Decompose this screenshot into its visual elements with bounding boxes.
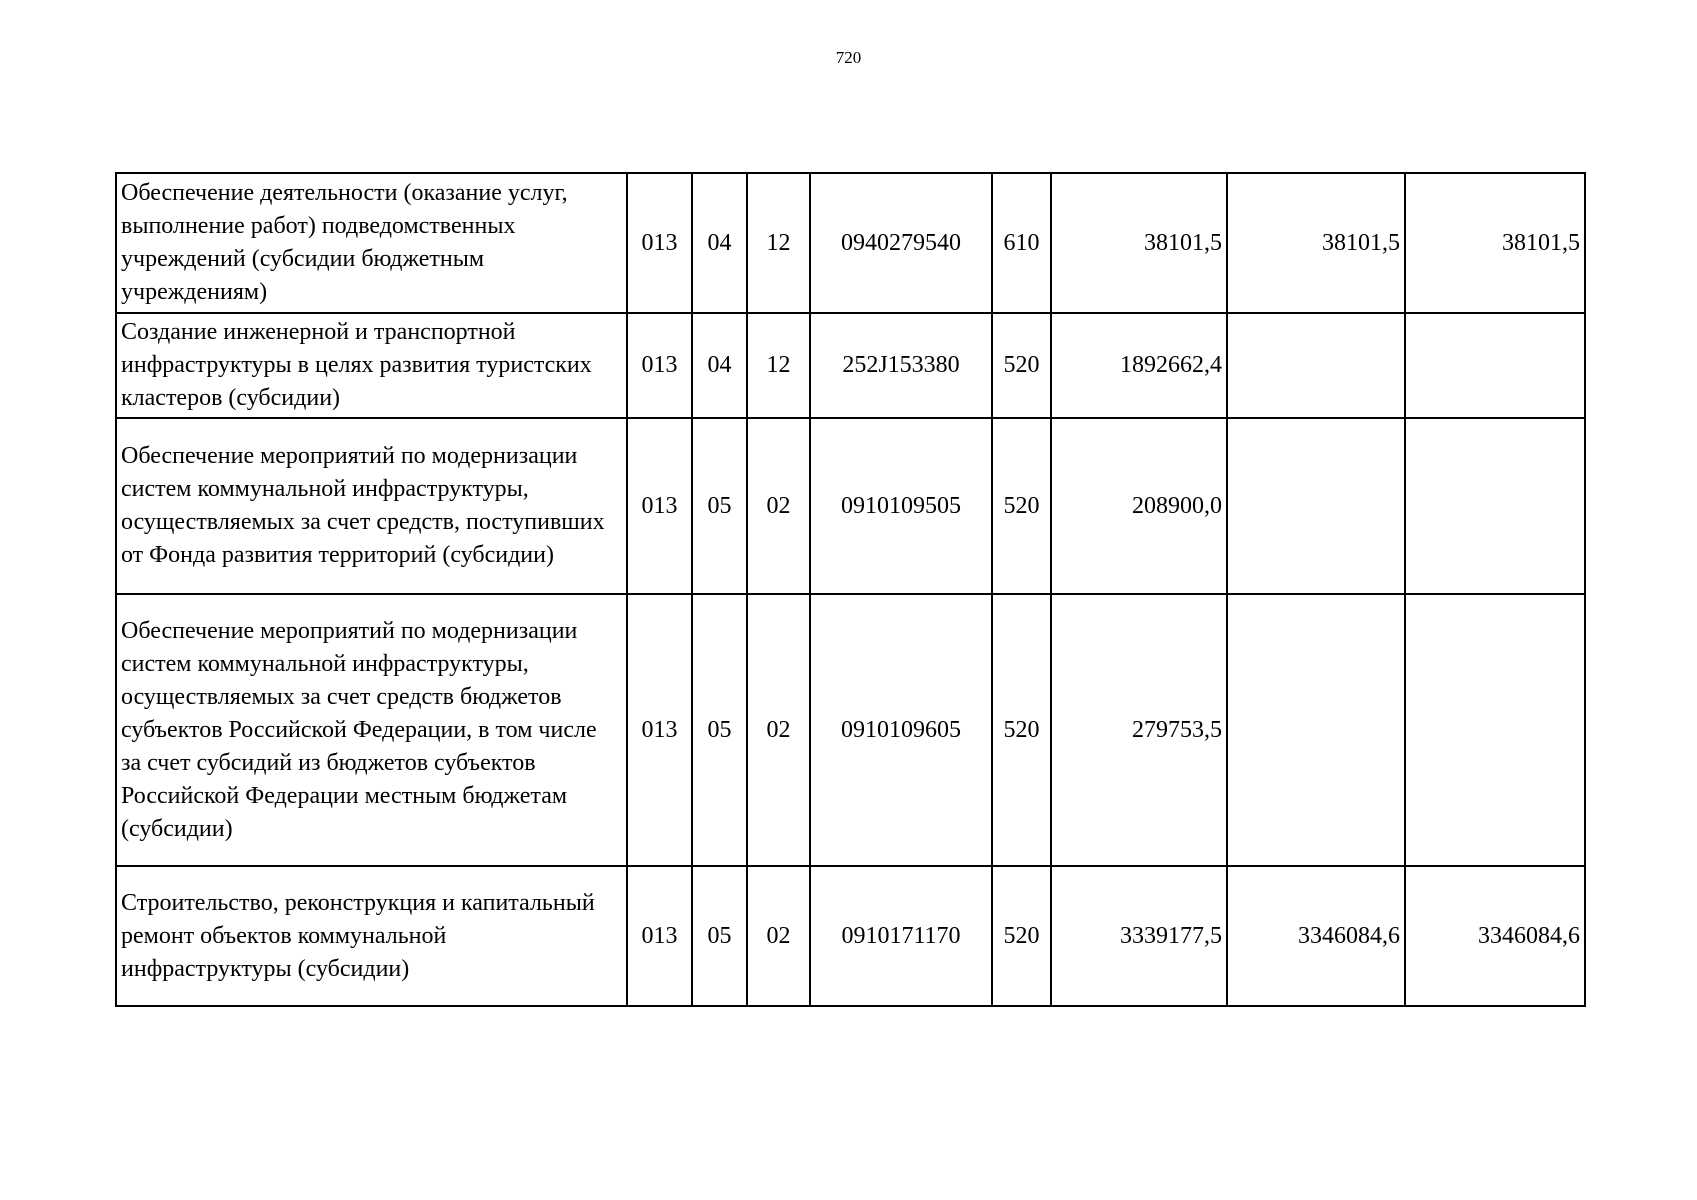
row-amount-3: 3346084,6 bbox=[1405, 866, 1585, 1006]
row-description: Обеспечение мероприятий по модернизации систем коммунальной инфраструктуры, осуществляемых за счет средств, поступивших от Фонда развития территорий (субсидии) bbox=[116, 418, 627, 594]
row-description: Обеспечение деятельности (оказание услуг, выполнение работ) подведомственных учреждений (субсидии бюджетным учреждениям) bbox=[116, 173, 627, 313]
row-gr-code: 013 bbox=[627, 173, 692, 313]
table-row bbox=[116, 418, 1585, 594]
row-description: Строительство, реконструкция и капитальный ремонт объектов коммунальной инфраструктуры (субсидии) bbox=[116, 866, 627, 1006]
row-cs-code: 0910171170 bbox=[810, 866, 992, 1006]
row-vr-code: 520 bbox=[992, 313, 1051, 418]
row-rz-code: 05 bbox=[692, 418, 747, 594]
row-pr-code: 02 bbox=[747, 418, 810, 594]
row-amount-1: 3339177,5 bbox=[1051, 866, 1227, 1006]
row-pr-code: 12 bbox=[747, 313, 810, 418]
row-rz-code: 05 bbox=[692, 866, 747, 1006]
row-vr-code: 520 bbox=[992, 594, 1051, 866]
row-vr-code: 520 bbox=[992, 418, 1051, 594]
row-cs-code: 0910109605 bbox=[810, 594, 992, 866]
row-gr-code: 013 bbox=[627, 866, 692, 1006]
row-amount-3 bbox=[1405, 594, 1585, 866]
row-vr-code: 520 bbox=[992, 866, 1051, 1006]
row-amount-2 bbox=[1227, 418, 1405, 594]
row-amount-1: 279753,5 bbox=[1051, 594, 1227, 866]
row-amount-2: 3346084,6 bbox=[1227, 866, 1405, 1006]
row-pr-code: 02 bbox=[747, 594, 810, 866]
row-vr-code: 610 bbox=[992, 173, 1051, 313]
row-cs-code: 252J153380 bbox=[810, 313, 992, 418]
row-cs-code: 0910109505 bbox=[810, 418, 992, 594]
row-description: Обеспечение мероприятий по модернизации систем коммунальной инфраструктуры, осуществляемых за счет средств бюджетов субъектов Российской Федерации, в том числе за счет субсидий из бюджетов субъектов Российской Федерации местным бюджетам (субсидии) bbox=[116, 594, 627, 866]
row-description: Создание инженерной и транспортной инфраструктуры в целях развития туристских кластеров (субсидии) bbox=[116, 313, 627, 418]
row-rz-code: 05 bbox=[692, 594, 747, 866]
row-pr-code: 12 bbox=[747, 173, 810, 313]
row-amount-3 bbox=[1405, 418, 1585, 594]
row-amount-1: 208900,0 bbox=[1051, 418, 1227, 594]
row-gr-code: 013 bbox=[627, 313, 692, 418]
row-gr-code: 013 bbox=[627, 594, 692, 866]
row-amount-3 bbox=[1405, 313, 1585, 418]
row-rz-code: 04 bbox=[692, 173, 747, 313]
row-cs-code: 0940279540 bbox=[810, 173, 992, 313]
row-amount-3: 38101,5 bbox=[1405, 173, 1585, 313]
budget-table bbox=[115, 172, 1586, 1007]
row-pr-code: 02 bbox=[747, 866, 810, 1006]
row-amount-1: 38101,5 bbox=[1051, 173, 1227, 313]
row-amount-2: 38101,5 bbox=[1227, 173, 1405, 313]
row-amount-1: 1892662,4 bbox=[1051, 313, 1227, 418]
table-row bbox=[116, 173, 1585, 313]
row-gr-code: 013 bbox=[627, 418, 692, 594]
table-row bbox=[116, 866, 1585, 1006]
table-row bbox=[116, 313, 1585, 418]
table-row bbox=[116, 594, 1585, 866]
row-amount-2 bbox=[1227, 594, 1405, 866]
row-rz-code: 04 bbox=[692, 313, 747, 418]
row-amount-2 bbox=[1227, 313, 1405, 418]
page-number: 720 bbox=[835, 48, 862, 67]
